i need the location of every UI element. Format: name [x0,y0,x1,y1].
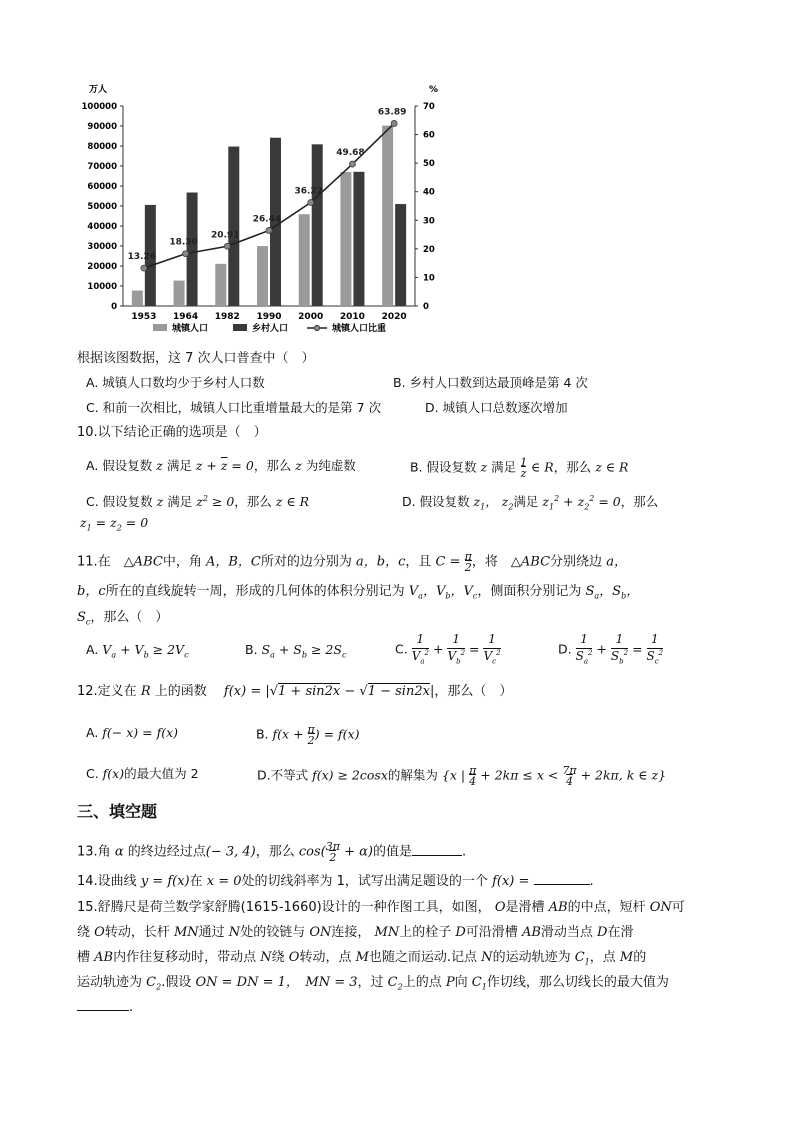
urban-bar [174,281,185,306]
rural-bar [228,147,239,306]
q11-option-d: D. 1 $S_a^2 + 1$ $S_b^2 = 1$ $S_c^2$ [558,632,664,666]
right-tick-label: 20 [423,244,435,255]
q15-line-5: . [77,999,133,1017]
left-tick-label: 80000 [87,142,117,152]
q10-stem: 10.以下结论正确的选项是（ ） [77,425,267,440]
q15-line-1: 15.舒腾尺是荷兰数学家舒腾(1615-1660)设计的一种作图工具，如图， O是滑槽 AB的中点，短杆 ON可 [77,900,685,915]
ratio-point-label: 36.22 [294,186,323,197]
chart-frame [120,106,418,306]
ratio-point [391,120,397,126]
right-unit: % [429,85,439,95]
q15-line-2: 绕 O转动，长杆 MN通过 N处的铰链与 ON连接， MN上的栓子 D可沿滑槽 AB滑动当点 D在滑 [77,925,634,940]
q12-option-b: B. f(x + π 2) = f(x) [256,723,360,747]
q11-option-c: C. 1 $V_a^2 + 1$ $V_b^2 = 1$ $V_c^2$ [395,632,501,666]
right-tick-label: 30 [423,216,435,227]
x-tick-label: 2000 [298,312,324,322]
urban-bar [299,214,310,306]
left-tick-label: 90000 [87,122,117,132]
legend-ratio-label: 城镇人口比重 [332,324,387,334]
q12-option-c: C. f(x)的最大值为 2 [86,766,199,781]
q11-line-2: b，c所在的直线旋转一周，形成的几何体的体积分别记为 $V_a$，$V_b$，$V_c$，侧面积分别记为 $S_a$，$S_b$， [77,584,640,601]
right-tick-label: 40 [423,187,435,198]
right-tick-label: 50 [423,159,435,170]
population-chart [75,78,450,346]
rural-bar [312,144,323,306]
q13: 13.角 α 的终边经过点(− 3, 4)，那么 cos(3π 2 + α)的值是 . [77,840,467,864]
left-unit: 万人 [89,85,108,95]
left-tick-label: 100000 [81,102,117,112]
urban-bar [340,172,351,306]
rural-bar [187,193,198,306]
left-tick-label: 0 [111,302,117,312]
rural-bar [395,204,406,306]
right-tick-label: 60 [423,130,435,141]
left-tick-label: 40000 [87,222,117,232]
q9-option-b: B. 乡村人口数到达最顶峰是第 4 次 [393,375,588,390]
q9-option-a: A. 城镇人口数均少于乡村人口数 [86,375,265,390]
left-tick-label: 50000 [87,202,117,212]
left-tick-label: 10000 [87,282,117,292]
legend-rural-swatch [233,324,247,331]
q9-option-d: D. 城镇人口总数逐次增加 [425,400,568,415]
legend-ratio-point [314,325,319,330]
ratio-point [183,251,189,257]
q14: 14.设曲线 y = f(x)在 x = 0处的切线斜率为 1，试写出满足题设的一个 f(x) = . [77,874,594,889]
left-tick-label: 30000 [87,242,117,252]
q9-stem: 根据该图数据，这 7 次人口普查中（ ） [77,351,315,366]
ratio-point [224,243,230,249]
q11-line-3: $S_c$，那么（ ） [77,610,169,627]
right-tick-label: 0 [423,302,429,312]
chart-legend [153,322,386,334]
x-tick-label: 1953 [131,312,157,322]
q12-option-d: D.不等式 f(x) ≥ 2cosx的解集为 {x | π 4 + 2kπ ≤ x < 7π 4 + 2kπ, k ∈ z} [257,764,667,788]
ratio-point-label: 18.30 [169,237,198,248]
left-tick-label: 20000 [87,262,117,272]
left-tick-label: 60000 [87,182,117,192]
right-tick-label: 70 [423,102,435,112]
q9-option-c: C. 和前一次相比，城镇人口比重增量最大的是第 7 次 [86,400,382,415]
ratio-point-label: 13.26 [127,252,157,263]
urban-bar [215,264,226,306]
ratio-point-label: 20.91 [211,230,240,241]
section-3-title: 三、填空题 [77,802,158,821]
q10-option-b: B. 假设复数 z 满足 1 z ∈ R，那么 z ∈ R [410,456,629,480]
q10-option-d: D. 假设复数 $z_1$， $z_2$满足 $z_1^2 + z_2^2 = 0$，那么 [402,494,659,512]
left-tick-label: 70000 [87,162,117,172]
ratio-point-label: 49.68 [336,148,365,159]
q11-line-1: 11.在 △ABC中，角 A，B，C所对的边分别为 a，b，c，且 C = π 2，将 △ABC分别绕边 a， [77,550,627,574]
ratio-point [266,227,272,233]
x-tick-label: 2010 [339,312,365,322]
right-tick-label: 10 [423,273,435,284]
legend-urban-label: 城镇人口 [172,324,209,334]
q12-option-a: A. f(− x) = f(x) [86,725,179,740]
x-tick-label: 1964 [173,312,199,322]
q10-option-c: C. 假设复数 z 满足 $z^2 \ge 0$，那么 z ∈ R [86,494,309,510]
x-tick-label: 1982 [214,312,240,322]
ratio-point-label: 63.89 [377,107,407,118]
q11-option-a: A. $V_a + V_b \ge 2V_c$ [86,642,189,660]
ratio-point [141,265,147,271]
x-tick-label: 2020 [381,312,407,322]
q15-line-4: 运动轨迹为 $C_2$.假设 ON = DN = 1， MN = 3，过 $C_2$上的点 P向 $C_1$作切线，那么切线长的最大值为 [77,975,669,992]
q11-option-b: B. $S_a + S_b \ge 2S_c$ [245,642,347,660]
q10-option-a: A. 假设复数 z 满足 $z + \overline{z} = 0$，那么 z 为纯虚数 [86,458,356,473]
legend-urban-swatch [153,324,167,331]
q15-line-3: 槽 AB内作往复移动时，带动点 N绕 O转动，点 M也随之而运动.记点 N的运动轨迹为 $C_1$，点 M的 [77,950,647,967]
urban-bar [382,126,393,306]
ratio-point-label: 26.44 [252,214,282,225]
q10-option-d-tail: $z_1 = z_2 = 0$ [80,515,149,533]
legend-rural-label: 乡村人口 [252,324,289,334]
urban-bar [257,246,268,306]
x-tick-label: 1990 [256,312,282,322]
rural-bar [353,172,364,306]
urban-bar [132,291,143,306]
ratio-point [308,200,314,206]
ratio-point [349,161,355,167]
q12-stem: 12.定义在 R 上的函数 f(x) = |√1 + sin2x − √1 − sin2x|，那么（ ） [77,684,513,699]
